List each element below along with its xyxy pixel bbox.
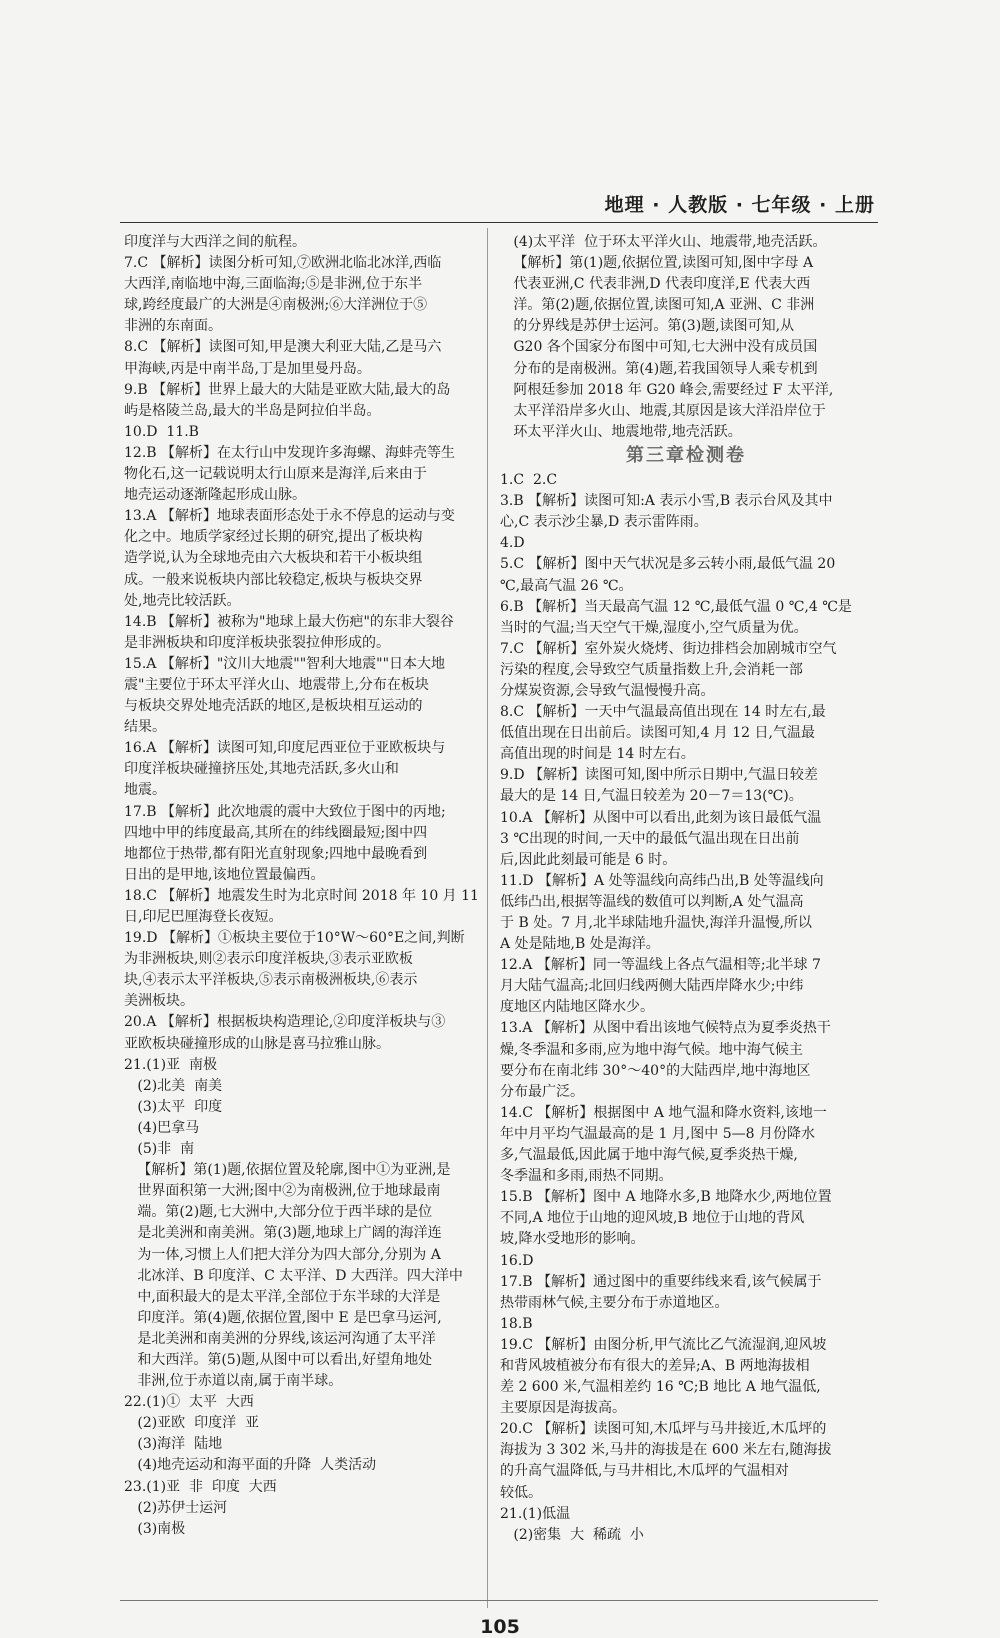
- answer-line: 15.B 【解析】图中 A 地降水多,B 地降水少,两地位置: [500, 1189, 832, 1206]
- answer-line: 分煤炭资源,会导致气温慢慢升高。: [500, 682, 715, 699]
- answer-line: 17.B 【解析】此次地震的震中大致位于图中的丙地;: [124, 803, 446, 820]
- right-column-bottom: [500, 470, 872, 1546]
- answer-line: 的升高气温降低,与马井相比,木瓜坪的气温相对: [500, 1463, 789, 1480]
- answer-line: 是非洲板块和印度洋板块张裂拉伸形成的。: [124, 634, 390, 651]
- answer-line: 四地中甲的纬度最高,其所在的纬线圈最短;图中四: [124, 824, 428, 841]
- answer-line: 4.D: [500, 535, 525, 552]
- answer-line: 地都位于热带,都有阳光直射现象;四地中最晚看到: [124, 845, 428, 862]
- answer-line: 海拔为 3 302 米,马井的海拔是在 600 米左右,随海拔: [500, 1442, 832, 1459]
- answer-line: 化之中。地质学家经过长期的研究,提出了板块构: [124, 529, 423, 546]
- answer-line: 印度洋。第(4)题,依据位置,图中 E 是巴拿马运河,: [124, 1309, 442, 1326]
- answer-line: 美洲板块。: [124, 993, 194, 1010]
- answer-line: 和大西洋。第(5)题,从图中可以看出,好望角地处: [124, 1351, 433, 1368]
- answer-line: 大西洋,南临地中海,三面临海;⑤是非洲,位于东半: [124, 276, 423, 293]
- answer-line: 屿是格陵兰岛,最大的半岛是阿拉伯半岛。: [124, 402, 381, 419]
- answer-line: 年中月平均气温最高的是 1 月,图中 5—8 月份降水: [500, 1125, 815, 1142]
- answer-line: A 处是陆地,B 处是海洋。: [500, 936, 660, 953]
- answer-line: (3)南极: [124, 1520, 186, 1537]
- answer-line: 亚欧板块碰撞形成的山脉是喜马拉雅山脉。: [124, 1035, 390, 1052]
- answer-line: 23.(1)亚 非 印度 大西: [124, 1478, 277, 1495]
- answer-line: 多,气温最低,因此属于地中海气候,夏季炎热干燥,: [500, 1147, 798, 1164]
- answer-line: 6.B 【解析】当天最高气温 12 ℃,最低气温 0 ℃,4 ℃是: [500, 598, 852, 615]
- answer-line: 13.A 【解析】地球表面形态处于永不停息的运动与变: [124, 508, 455, 525]
- answer-line: 不同,A 地位于山地的迎风坡,B 地位于山地的背风: [500, 1210, 805, 1227]
- answer-line: (4)地壳运动和海平面的升降 人类活动: [124, 1457, 377, 1474]
- answer-line: 地壳运动逐渐隆起形成山脉。: [124, 487, 306, 504]
- answer-line: 燥,冬季温和多雨,应为地中海气候。地中海气候主: [500, 1041, 803, 1058]
- answer-line: 阿根廷参加 2018 年 G20 峰会,需要经过 F 太平洋,: [500, 381, 834, 398]
- answer-line: 【解析】第(1)题,依据位置及轮廓,图中①为亚洲,是: [124, 1162, 451, 1179]
- answer-line: 9.B 【解析】世界上最大的大陆是亚欧大陆,最大的岛: [124, 381, 451, 398]
- answer-line: 9.D 【解析】读图可知,图中所示日期中,气温日较差: [500, 767, 818, 784]
- column-divider: [487, 228, 488, 1608]
- answer-line: 20.C 【解析】读图可知,木瓜坪与马井接近,木瓜坪的: [500, 1421, 827, 1438]
- answer-line: 污染的程度,会导致空气质量指数上升,会消耗一部: [500, 661, 803, 678]
- section-title: 第三章检测卷: [626, 444, 746, 466]
- answer-line: (4)太平洋 位于环太平洋火山、地震带,地壳活跃。: [500, 234, 827, 250]
- answer-line: 较低。: [500, 1484, 542, 1501]
- answer-line: 印度洋板块碰撞挤压处,其地壳活跃,多火山和: [124, 761, 399, 778]
- answer-line: (4)巴拿马: [124, 1119, 200, 1136]
- answer-line: 12.A 【解析】同一等温线上各点气温相等;北半球 7: [500, 957, 821, 974]
- answer-line: 11.D 【解析】A 处等温线向高纬凸出,B 处等温线向: [500, 872, 824, 889]
- answer-line: 7.C 【解析】室外炭火烧烤、街边排档会加剧城市空气: [500, 640, 837, 657]
- answer-line: (3)海洋 陆地: [124, 1436, 223, 1453]
- answer-line: 造学说,认为全球地壳由六大板块和若干小板块组: [124, 550, 423, 567]
- answer-line: 分布的是南极洲。第(4)题,若我国领导人乘专机到: [500, 360, 818, 377]
- answer-line: 块,④表示太平洋板块,⑤表示南极洲板块,⑥表示: [124, 972, 418, 989]
- answer-line: 5.C 【解析】图中天气状况是多云转小雨,最低气温 20: [500, 556, 836, 573]
- answer-line: 度地区内陆地区降水少。: [500, 999, 654, 1016]
- answer-line: 10.A 【解析】从图中可以看出,此刻为该日最低气温: [500, 809, 822, 826]
- answer-line: 分布最广泛。: [500, 1083, 584, 1100]
- answer-line: 低值出现在日出前后。读图可知,4 月 12 日,气温最: [500, 725, 815, 742]
- answer-line: G20 各个国家分布图中可知,七大洲中没有成员国: [500, 339, 818, 356]
- answer-line: 18.C 【解析】地震发生时为北京时间 2018 年 10 月 11: [124, 887, 479, 904]
- header-rule: [120, 222, 878, 223]
- answer-line: 21.(1)低温: [500, 1505, 571, 1522]
- answer-line: 世界面积第一大洲;图中②为南极洲,位于地球最南: [124, 1183, 441, 1200]
- answer-line: 20.A 【解析】根据板块构造理论,②印度洋板块与③: [124, 1014, 446, 1031]
- right-column: [500, 232, 872, 1546]
- answer-line: 是北美洲和南美洲。第(3)题,地球上广阔的海洋连: [124, 1225, 442, 1242]
- answer-line: 处,地壳比较活跃。: [124, 592, 241, 609]
- answer-line: (3)太平 印度: [124, 1098, 223, 1115]
- answer-line: 月大陆气温高;北回归线两侧大陆西岸降水少;中纬: [500, 978, 804, 995]
- answer-line: 19.D 【解析】①板块主要位于10°W～60°E之间,判断: [124, 930, 465, 947]
- answer-line: 热带雨林气候,主要分布于赤道地区。: [500, 1294, 729, 1311]
- answer-line: (5)非 南: [124, 1141, 195, 1158]
- answer-line: 10.D 11.B: [124, 423, 199, 440]
- answer-line: 端。第(2)题,七大洲中,大部分位于西半球的是位: [124, 1204, 433, 1221]
- answer-line: 和背风坡植被分布有很大的差异;A、B 两地海拔相: [500, 1357, 810, 1374]
- answer-line: (2)亚欧 印度洋 亚: [124, 1415, 259, 1432]
- answer-line: 当时的气温;当天空气干燥,湿度小,空气质量为优。: [500, 619, 808, 636]
- answer-line: 8.C 【解析】读图可知,甲是澳大利亚大陆,乙是马六: [124, 339, 442, 356]
- answer-line: 3.B 【解析】读图可知:A 表示小雪,B 表示台风及其中: [500, 493, 833, 510]
- answer-line: 坡,降水受地形的影响。: [500, 1231, 645, 1248]
- answer-line: 13.A 【解析】从图中看出该地气候特点为夏季炎热干: [500, 1020, 831, 1037]
- answer-line: 北冰洋、B 印度洋、C 太平洋、D 大西洋。四大洋中: [124, 1267, 463, 1284]
- answer-line: 7.C 【解析】读图分析可知,⑦欧洲北临北冰洋,西临: [124, 255, 442, 272]
- answer-line: 17.B 【解析】通过图中的重要纬线来看,该气候属于: [500, 1273, 822, 1290]
- answer-line: 1.C 2.C: [500, 472, 558, 489]
- answer-line: 洋。第(2)题,依据位置,读图可知,A 亚洲、C 非洲: [500, 297, 815, 314]
- answer-line: 甲海峡,丙是中南半岛,丁是加里曼丹岛。: [124, 360, 371, 377]
- answer-line: 心,C 表示沙尘暴,D 表示雷阵雨。: [500, 514, 708, 531]
- answer-line: 中,面积最大的是太平洋,全部位于东半球的大洋是: [124, 1288, 441, 1305]
- answer-line: 物化石,这一记载说明太行山原来是海洋,后来由于: [124, 466, 427, 483]
- answer-line: 球,跨经度最广的大洲是④南极洲;⑥大洋洲位于⑤: [124, 297, 428, 314]
- answer-line: 冬季温和多雨,雨热不同期。: [500, 1168, 673, 1185]
- answer-line: 22.(1)① 太平 大西: [124, 1394, 254, 1411]
- answer-line: ℃,最高气温 26 ℃。: [500, 577, 633, 594]
- answer-line: 非洲的东南面。: [124, 318, 222, 335]
- answer-line: (2)北美 南美: [124, 1077, 223, 1094]
- answer-line: 16.D: [500, 1252, 534, 1269]
- answer-line: 日出的是甲地,该地位置最偏西。: [124, 866, 325, 883]
- answer-line: 差 2 600 米,气温相差约 16 ℃;B 地比 A 地气温低,: [500, 1379, 821, 1396]
- left-column: [124, 232, 496, 1540]
- answer-line: 日,印尼巴厘海登长夜短。: [124, 909, 283, 925]
- right-column-top: [500, 232, 872, 443]
- answer-line: 为一体,习惯上人们把大洋分为四大部分,分别为 A: [124, 1246, 441, 1263]
- answer-line: 14.C 【解析】根据图中 A 地气温和降水资料,该地一: [500, 1104, 827, 1121]
- answer-line: 高值出现的时间是 14 时左右。: [500, 746, 695, 763]
- answer-line: 【解析】第(1)题,依据位置,读图可知,图中字母 A: [500, 255, 814, 272]
- answer-line: 震"主要位于环太平洋火山、地震带上,分布在板块: [124, 676, 429, 693]
- answer-line: (2)密集 大 稀疏 小: [500, 1526, 644, 1543]
- answer-line: (2)苏伊士运河: [124, 1499, 228, 1516]
- answer-line: 非洲,位于赤道以南,属于南半球。: [124, 1373, 343, 1390]
- answer-line: 19.C 【解析】由图分析,甲气流比乙气流湿润,迎风坡: [500, 1336, 827, 1353]
- page-header-title: 地理 · 人教版 · 七年级 · 上册: [604, 194, 875, 216]
- answer-line: 最大的是 14 日,气温日较差为 20－7＝13(℃)。: [500, 788, 803, 805]
- answer-line: 3 ℃出现的时间,一天中的最低气温出现在日出前: [500, 830, 800, 847]
- page-number: 105: [480, 1616, 520, 1638]
- answer-line: 8.C 【解析】一天中气温最高值出现在 14 时左右,最: [500, 704, 826, 721]
- answer-line: 与板块交界处地壳活跃的地区,是板块相互运动的: [124, 698, 423, 715]
- answer-line: 21.(1)亚 南极: [124, 1056, 217, 1073]
- answer-line: 要分布在南北纬 30°～40°的大陆西岸,地中海地区: [500, 1062, 811, 1079]
- answer-line: 成。一般来说板块内部比较稳定,板块与板块交界: [124, 571, 423, 588]
- answer-line: 为非洲板块,则②表示印度洋板块,③表示亚欧板: [124, 951, 413, 968]
- answer-line: 15.A 【解析】"汶川大地震""智利大地震""日本大地: [124, 655, 446, 672]
- answer-line: 是北美洲和南美洲的分界线,该运河沟通了太平洋: [124, 1330, 436, 1347]
- answer-line: 12.B 【解析】在太行山中发现许多海螺、海蚌壳等生: [124, 444, 456, 461]
- footer-rule: [120, 1600, 878, 1601]
- answer-line: 印度洋与大西洋之间的航程。: [124, 234, 306, 250]
- answer-line: 代表亚洲,C 代表非洲,D 代表印度洋,E 代表大西: [500, 276, 811, 293]
- answer-line: 14.B 【解析】被称为"地球上最大伤疤"的东非大裂谷: [124, 613, 454, 630]
- answer-line: 主要原因是海拔高。: [500, 1400, 626, 1417]
- answer-line: 后,因此此刻最可能是 6 时。: [500, 851, 677, 868]
- answer-line: 环太平洋火山、地震地带,地壳活跃。: [500, 423, 742, 440]
- answer-line: 结果。: [124, 719, 166, 736]
- answer-line: 低纬凸出,根据等温线的数值可以判断,A 处气温高: [500, 893, 804, 910]
- answer-line: 于 B 处。7 月,北半球陆地升温快,海洋升温慢,所以: [500, 915, 812, 931]
- answer-line: 地震。: [124, 782, 166, 799]
- answer-line: 16.A 【解析】读图可知,印度尼西亚位于亚欧板块与: [124, 740, 446, 757]
- answer-line: 18.B: [500, 1315, 533, 1332]
- answer-line: 太平洋沿岸多火山、地震,其原因是该大洋沿岸位于: [500, 402, 826, 419]
- answer-line: 的分界线是苏伊士运河。第(3)题,读图可知,从: [500, 318, 795, 335]
